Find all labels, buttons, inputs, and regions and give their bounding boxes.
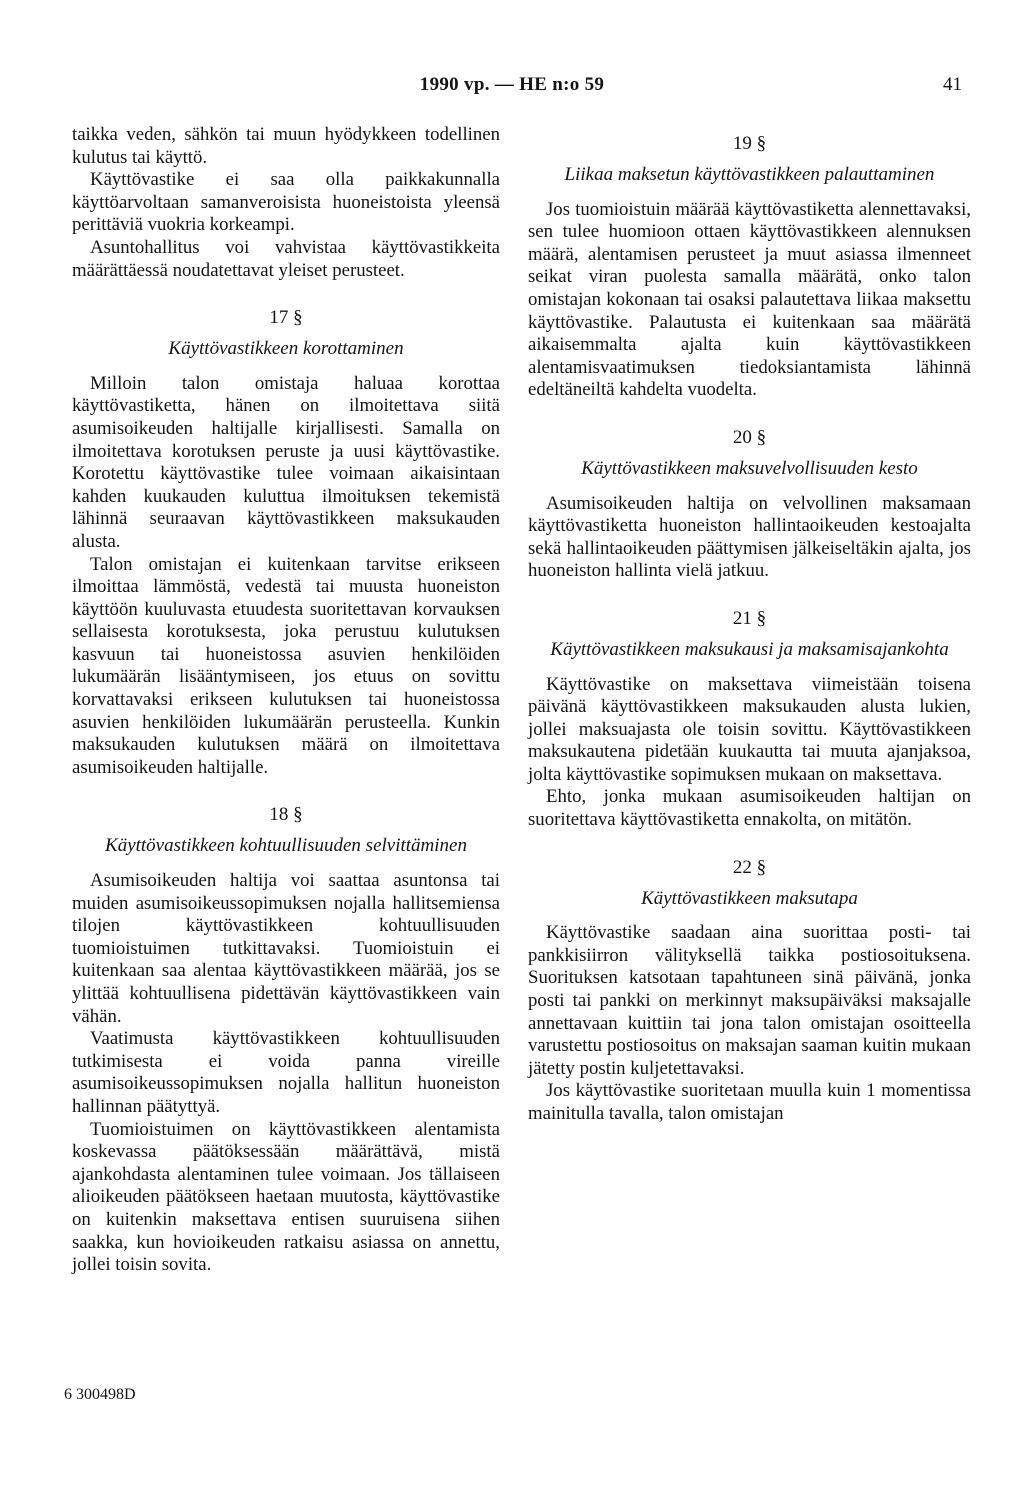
continuation-paragraph: Käyttövastike ei saa olla paikkakunnalla käyttöarvoltaan samanveroisista huoneistoista yleensä perittäviä vuokria korkeampi. bbox=[72, 169, 500, 236]
section-number: 22 § bbox=[732, 856, 767, 878]
section-22 bbox=[528, 856, 971, 911]
section-paragraph: Asumisoikeuden haltija voi saattaa asuntonsa tai muiden asumisoikeussopimuksen nojalla hallitsemiensa tilojen käyttövastikkeen kohtuullisuuden tuomioistuimen tutkittavaksi. Tuomioistuin ei kuitenkaan saa alentaa käyttövastikkeen määrää, jos se ylittää kohtuullisena pidettävän käyttövastikkeen vain vähän. bbox=[72, 870, 500, 1027]
right-column bbox=[528, 124, 971, 1126]
section-paragraph: Tuomioistuimen on käyttövastikkeen alentamista koskevassa päätöksessään määrättävä, mistä ajankohdasta alentaminen tulee voimaan. Jos tällaiseen alioikeuden päätökseen haetaan muutosta, käyttövastike on kuitenkin maksettava entisen suuruisena siihen saakka, kun hovioikeuden ratkaisu asiassa on annettu, jollei toisin sovita. bbox=[72, 1118, 500, 1276]
document-title: 1990 vp. — HE n:o 59 bbox=[419, 74, 605, 95]
section-17 bbox=[72, 306, 500, 361]
section-paragraph: Milloin talon omistaja haluaa korottaa käyttövastiketta, hänen on ilmoitettava siitä asumisoikeuden haltijalle kirjallisesti. Samalla on ilmoitettava korotuksen peruste ja uusi käyttövastike. Korotettu käyttövastike tulee voimaan aikaisintaan kahden kuukauden kuluttua ilmoituksen tekemistä lähinnä seuraavan käyttövastikkeen maksukauden alusta. bbox=[72, 372, 500, 552]
print-code: 6 300498D bbox=[64, 1386, 136, 1403]
section-paragraph: Jos tuomioistuin määrää käyttövastiketta alennettavaksi, sen tulee huomioon ottaen käyttövastikkeen alennuksen määrä, alentamisen perusteet ja muut asiassa ilmenneet seikat viran puolesta samalla määrätä, onko talon omistajan kokonaan tai osaksi palautettava liikaa maksettu käyttövastike. Palautusta ei kuitenkaan saa määrätä aikaisemmalta ajalta kuin käyttövastikkeen alentamisvaatimuksen tiedoksiantamista lähinnä edeltäneiltä kahdelta vuodelta. bbox=[528, 198, 971, 401]
section-title: Käyttövastikkeen maksutapa bbox=[641, 887, 858, 909]
section-number: 17 § bbox=[269, 307, 303, 329]
section-paragraph: Talon omistajan ei kuitenkaan tarvitse erikseen ilmoittaa lämmöstä, vedestä tai muusta huoneiston käyttöön kuuluvasta etuudesta suoritettavan korvauksen sellaisesta korotuksesta, joka perustuu kulutuksen kasvuun tai huoneistossa asuvien henkilöiden lukumäärän lisääntymiseen, jos etuus on sovittu korvattavaksi erikseen kulutuksen tai huoneistossa asuvien henkilöiden lukumäärän perusteella. Kunkin maksukauden kulutuksen määrä on ilmoitettava asumisoikeuden haltijalle. bbox=[72, 553, 500, 778]
section-19 bbox=[528, 132, 971, 187]
left-column bbox=[72, 124, 500, 1277]
page-number: 41 bbox=[943, 74, 962, 95]
section-20 bbox=[528, 426, 971, 481]
section-paragraph: Jos käyttövastike suoritetaan muulla kuin 1 momentissa mainitulla tavalla, talon omistajan bbox=[528, 1080, 971, 1124]
section-paragraph: Käyttövastike on maksettava viimeistään toisena päivänä käyttövastikkeen maksukauden alusta lukien, jollei maksuajasta ole toisin sovittu. Käyttövastikkeen maksukautena pidetään kuukautta tai muuta ajanjaksoa, jolta käyttövastike sopimuksen mukaan on maksettava. bbox=[528, 673, 971, 785]
section-paragraph: Käyttövastike saadaan aina suorittaa posti- tai pankkisiirron välityksellä taikka postiosoituksena. Suorituksen katsotaan tapahtuneen sinä päivänä, jonka posti tai pankki on merkinnyt maksupäiväksi maksajalle annettavaan kuittiin tai jona talon omistajan osoitteella varustettu postiosoitus on maksajan saaman kuitin mukaan jätetty postin kuljetettavaksi. bbox=[528, 922, 971, 1079]
section-title: Käyttövastikkeen maksukausi ja maksamisajankohta bbox=[550, 638, 949, 660]
section-title: Käyttövastikkeen korottaminen bbox=[168, 338, 404, 360]
section-number: 21 § bbox=[732, 607, 767, 629]
section-paragraph: Asumisoikeuden haltija on velvollinen maksamaan käyttövastiketta huoneiston hallintaoikeuden kestoajalta sekä hallintaoikeuden päättymisen jälkeiseltäkin ajalta, jos huoneiston hallinta vielä jatkuu. bbox=[528, 492, 971, 582]
section-paragraph: Ehto, jonka mukaan asumisoikeuden haltijan on suoritettava käyttövastiketta ennakolta, on mitätön. bbox=[528, 786, 971, 831]
continuation-paragraph: taikka veden, sähkön tai muun hyödykkeen todellinen kulutus tai käyttö. bbox=[72, 124, 500, 168]
section-title: Liikaa maksetun käyttövastikkeen palauttaminen bbox=[564, 164, 935, 185]
section-paragraph: Vaatimusta käyttövastikkeen kohtuullisuuden tutkimisesta ei voida panna vireille asumisoikeussopimuksen nojalla hallitun huoneiston hallinnan päätyttyä. bbox=[72, 1028, 500, 1117]
section-title: Käyttövastikkeen maksuvelvollisuuden kesto bbox=[581, 457, 918, 479]
section-number: 20 § bbox=[732, 426, 767, 448]
section-21 bbox=[528, 607, 971, 662]
section-18 bbox=[72, 803, 500, 858]
section-number: 19 § bbox=[732, 133, 767, 154]
page-header bbox=[0, 74, 1024, 104]
section-number: 18 § bbox=[269, 804, 303, 826]
section-title: Käyttövastikkeen kohtuullisuuden selvittäminen bbox=[105, 835, 467, 857]
continuation-paragraph: Asuntohallitus voi vahvistaa käyttövastikkeita määrättäessä noudatettavat yleiset perusteet. bbox=[72, 236, 500, 281]
